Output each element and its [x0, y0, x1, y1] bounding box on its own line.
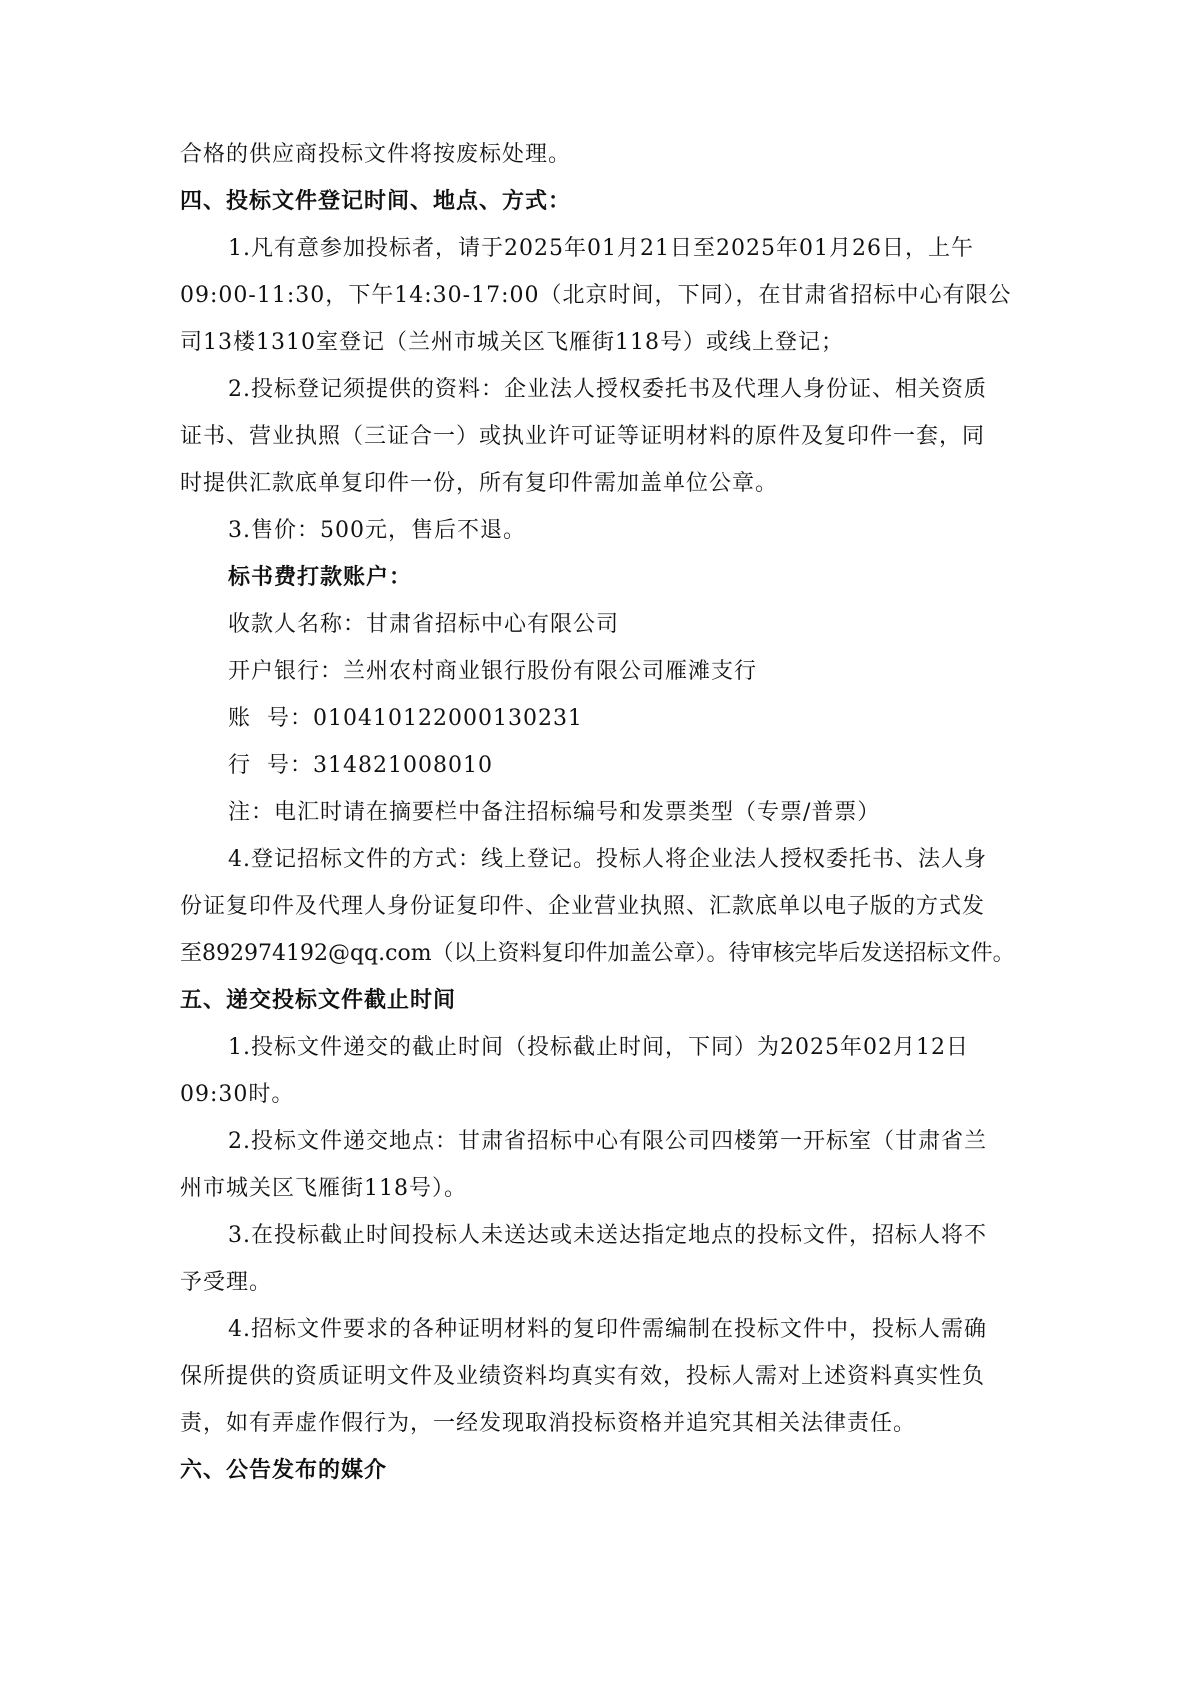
paragraph-line: 份证复印件及代理人身份证复印件、企业营业执照、汇款底单以电子版的方式发 — [180, 894, 986, 919]
paragraph-line: 责，如有弄虚作假行为，一经发现取消投标资格并追究其相关法律责任。 — [180, 1411, 917, 1436]
paragraph-line: 2.投标文件递交地点：甘肃省招标中心有限公司四楼第一开标室（甘肃省兰 — [228, 1129, 987, 1154]
account-payee: 收款人名称：甘肃省招标中心有限公司 — [228, 612, 620, 637]
section-heading: 五、递交投标文件截止时间 — [180, 988, 457, 1013]
paragraph-line: 州市城关区飞雁街118号）。 — [180, 1176, 467, 1201]
paragraph-line: 09:00-11:30，下午14:30-17:00（北京时间，下同），在甘肃省招标中心有限公 — [180, 283, 1012, 308]
bank-code: 行 号：314821008010 — [228, 753, 493, 778]
paragraph-line: 保所提供的资质证明文件及业绩资料均真实有效，投标人需对上述资料真实性负 — [180, 1364, 986, 1389]
subsection-heading: 标书费打款账户： — [228, 565, 413, 590]
section-heading: 四、投标文件登记时间、地点、方式： — [180, 189, 572, 214]
paragraph-line: 4.招标文件要求的各种证明材料的复印件需编制在投标文件中，投标人需确 — [228, 1317, 987, 1342]
paragraph-line: 1.投标文件递交的截止时间（投标截止时间，下同）为2025年02月12日 — [228, 1035, 969, 1060]
account-number: 账 号：010410122000130231 — [228, 706, 583, 731]
paragraph-line: 4.登记招标文件的方式：线上登记。投标人将企业法人授权委托书、法人身 — [228, 847, 987, 872]
paragraph-line: 司13楼1310室登记（兰州市城关区飞雁街118号）或线上登记； — [180, 330, 844, 355]
paragraph-line: 09:30时。 — [180, 1082, 295, 1107]
paragraph-line: 证书、营业执照（三证合一）或执业许可证等证明材料的原件及复印件一套，同 — [180, 424, 986, 449]
paragraph-line: 1.凡有意参加投标者，请于2025年01月21日至2025年01月26日，上午 — [228, 236, 974, 261]
account-bank: 开户银行：兰州农村商业银行股份有限公司雁滩支行 — [228, 659, 758, 684]
paragraph-line: 合格的供应商投标文件将按废标处理。 — [180, 142, 572, 167]
paragraph-line: 2.投标登记须提供的资料：企业法人授权委托书及代理人身份证、相关资质 — [228, 377, 987, 402]
paragraph-line: 3.售价：500元，售后不退。 — [228, 518, 526, 543]
remittance-note: 注：电汇时请在摘要栏中备注招标编号和发票类型（专票/普票） — [228, 800, 881, 825]
paragraph-line: 3.在投标截止时间投标人未送达或未送达指定地点的投标文件，招标人将不 — [228, 1223, 987, 1248]
section-heading: 六、公告发布的媒介 — [180, 1458, 388, 1483]
paragraph-line: 时提供汇款底单复印件一份，所有复印件需加盖单位公章。 — [180, 471, 779, 496]
paragraph-line: 予受理。 — [180, 1270, 273, 1295]
paragraph-line: 至892974192@qq.com（以上资料复印件加盖公章）。待审核完毕后发送招标文件。 — [180, 941, 1015, 966]
